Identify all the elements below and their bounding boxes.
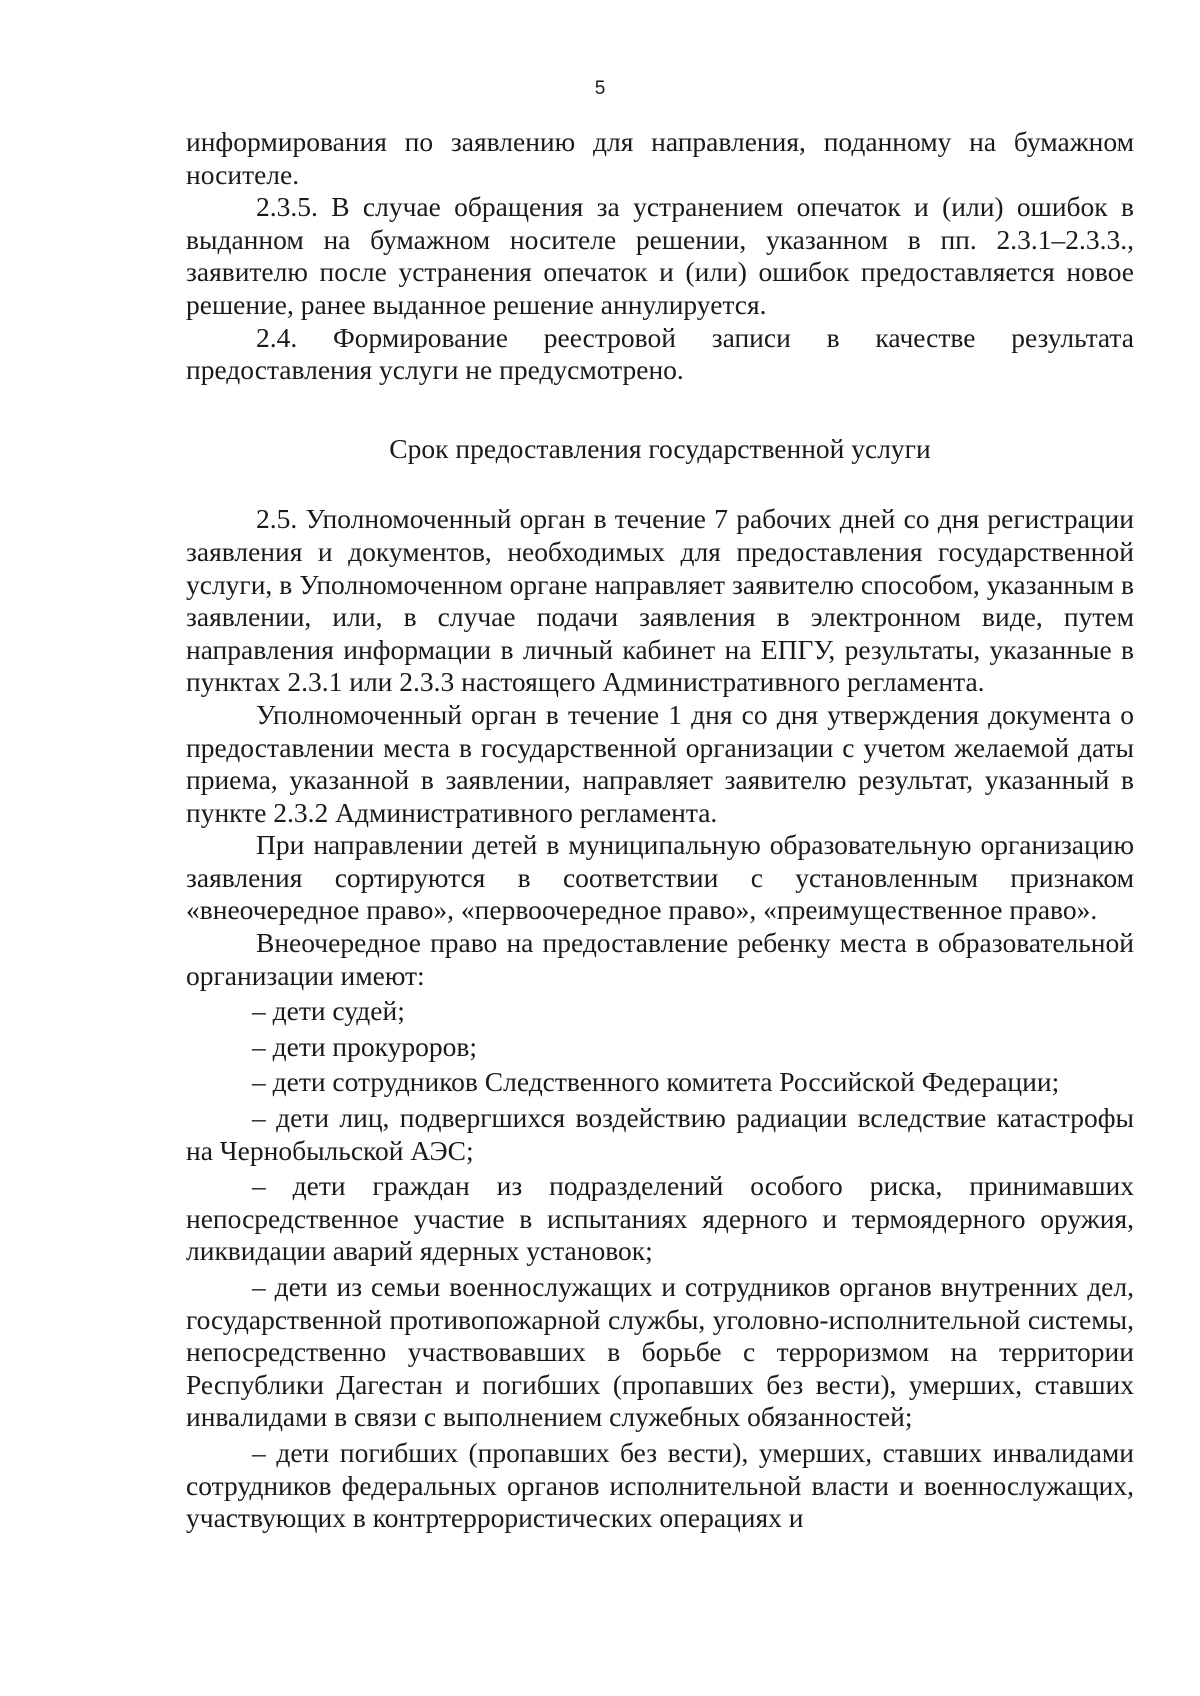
list-item: – дети сотрудников Следственного комитета Российской Федерации; (252, 1066, 1060, 1098)
list-item: – дети из семьи военнослужащих и сотрудников органов внутренних дел, государственной противопожарной службы, уголовно-исполнительной системы, непосредственно участвовавших в борьбе с терроризмом на территории Республики Дагестан и погибших (пропавших без вести), умерших, ставших инвалидами в связи с выполнением служебных обязанностей; (186, 1271, 1134, 1433)
paragraph-2-3-5: 2.3.5. В случае обращения за устранением опечаток и (или) ошибок в выданном на бумажном носителе решении, указанном в пп. 2.3.1–2.3.3., заявителю после устранения опечаток и (или) ошибок предоставляется новое решение, ранее выданное решение аннулируется. (186, 191, 1134, 320)
page-number: 5 (594, 78, 606, 99)
section-heading: Срок предоставления государственной услуги (389, 432, 931, 464)
list-item: – дети прокуроров; (252, 1030, 477, 1062)
list-item: – дети погибших (пропавших без вести), умерших, ставших инвалидами сотрудников федеральных органов исполнительной власти и военнослужащих, участвующих в контртеррористических операциях и (186, 1436, 1134, 1534)
paragraph-result-term: Уполномоченный орган в течение 1 дня со дня утверждения документа о предоставлении места в государственной организации с учетом желаемой даты приема, указанной в заявлении, направляет заявителю результат, указанный в пункте 2.3.2 Административного регламента. (186, 698, 1134, 828)
list-item: – дети лиц, подвергшихся воздействию радиации вследствие катастрофы на Чернобыльской АЭС; (186, 1102, 1134, 1166)
document-body (186, 126, 1134, 1535)
list-item: – дети граждан из подразделений особого риска, принимавших непосредственное участие в испытаниях ядерного и термоядерного оружия, ликвидации аварий ядерных установок; (186, 1170, 1134, 1267)
list-item: – дети судей; (252, 995, 405, 1027)
paragraph-continuation: информирования по заявлению для направления, поданному на бумажном носителе. (186, 126, 1134, 190)
paragraph-sorting: При направлении детей в муниципальную образовательную организацию заявления сортируются в соответствии с установленным признаком «внеочередное право», «первоочередное право», «преимущественное право». (186, 829, 1134, 926)
paragraph-priority-right: Внеочередное право на предоставление ребенку места в образовательной организации имеют: (186, 927, 1134, 991)
paragraph-2-5: 2.5. Уполномоченный орган в течение 7 рабочих дней со дня регистрации заявления и документов, необходимых для предоставления государственной услуги, в Уполномоченном органе направляет заявителю способом, указанным в заявлении, или, в случае подачи заявления в электронном виде, путем направления информации в личный кабинет на ЕПГУ, результаты, указанные в пунктах 2.3.1 или 2.3.3 настоящего Административного регламента. (186, 503, 1134, 698)
paragraph-2-4: 2.4. Формирование реестровой записи в качестве результата предоставления услуги не предусмотрено. (186, 321, 1134, 386)
